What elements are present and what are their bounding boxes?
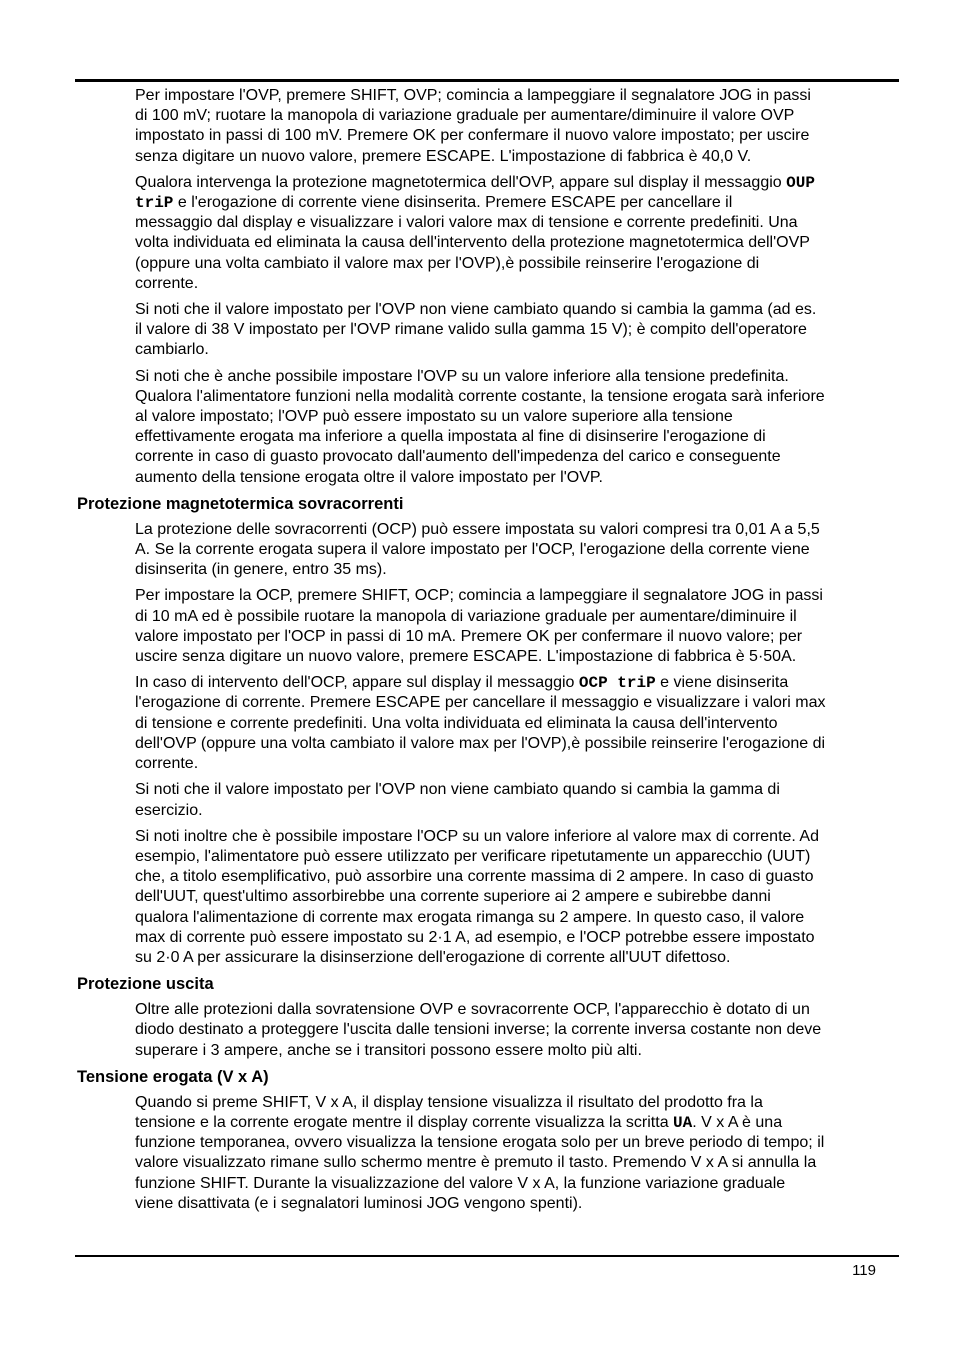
text: Per impostare la OCP, premere SHIFT, OCP; comincia a lampeggiare il segnalatore JOG in passi di 10 mA ed è possibile ruotare la manopola di variazione graduale per aumentare/diminuire il valore impostato per l'OCP in passi di 10 mA. Premere OK per confermare il nuovo valore; per uscire senza digitare un nuovo valore, premere ESCAPE. L'impostazione di fabbrica è 5·50A. (135, 587, 823, 666)
display-message: OUP triP (135, 173, 815, 213)
text: Quando si preme SHIFT, V x A, il display tensione visualizza il risultato del prodotto fra la tensione e la corrente erogate mentre il display corrente visualizza la scritta (135, 1093, 763, 1131)
text: Si noti inoltre che è possibile impostare l'OCP su un valore inferiore al valore max di corrente. Ad esempio, l'alimentatore può essere utilizzato per verificare ripetutamente un apparecchio (UUT) che, a titolo esemplificativo, può assorbire una corrente massima di 2 ampere. In caso di guasto dell'UUT, quest'ultimo assorbirebbe una corrente superiore ai 2 ampere e subirebbe danni qualora l'alimentazione di corrente max erogata rimanga su 2 ampere. In questo caso, il valore max di corrente può essere impostato su 2·1 A, ad esempio, e l'OCP potrebbe essere impostato su 2·0 A per assicurare la disinserzione dell'erogazione di corrente all'UUT difettoso. (135, 827, 819, 966)
header-rule (75, 79, 899, 82)
text: Qualora intervenga la protezione magnetotermica dell'OVP, appare sul display il messaggio (135, 173, 787, 191)
paragraph (135, 780, 905, 820)
paragraph (135, 1000, 905, 1061)
paragraph (135, 173, 905, 294)
text: Per impostare l'OVP, premere SHIFT, OVP; comincia a lampeggiare il segnalatore JOG in passi di 100 mV; ruotare la manopola di variazione graduale per aumentare/diminuire il valore OVP impostato in passi di 100 mV. Premere OK per confermare il nuovo valore impostato; per uscire senza digitare un nuovo valore, premere ESCAPE. L'impostazione di fabbrica è 40,0 V. (135, 87, 811, 165)
paragraph (135, 367, 905, 488)
section-heading: Tensione erogata (V x A) (77, 1067, 269, 1086)
text: Si noti che il valore impostato per l'OVP non viene cambiato quando si cambia la gamma di esercizio. (135, 781, 780, 819)
display-message: UA (673, 1113, 693, 1132)
section-heading: Protezione uscita (77, 975, 214, 994)
footer-rule (75, 1255, 899, 1257)
paragraph (135, 827, 905, 968)
section-heading: Protezione magnetotermica sovracorrenti (77, 494, 404, 513)
page-number: 119 (852, 1262, 876, 1279)
text: Oltre alle protezioni dalla sovratensione OVP e sovracorrente OCP, l'apparecchio è dotato di un diodo destinato a proteggere l'uscita dalle tensioni inverse; la corrente inversa costante non deve superare i 3 ampere, anche se i transitori possono essere molto più alti. (135, 1001, 822, 1059)
text: e l'erogazione di corrente viene disinserita. Premere ESCAPE per cancellare il messaggio dal display e visualizzare i valori valore max di tensione e corrente predefiniti. Una volta individuata ed eliminata la causa dell'intervento della protezione magnetotermica dell'OVP (oppure una volta cambiato il valore max per l'OVP),è possibile reinserire l'erogazione di corrente. (135, 194, 810, 292)
paragraph (135, 586, 905, 667)
text: Si noti che il valore impostato per l'OVP non viene cambiato quando si cambia la gamma (ad es. il valore di 38 V impostato per l'OVP rimane valido sulla gamma 15 V); è compito dell'operatore cambiarlo. (135, 301, 817, 359)
paragraph (135, 86, 905, 167)
text: Si noti che è anche possibile impostare l'OVP su un valore inferiore alla tensione predefinita. Qualora l'alimentatore funzioni nella modalità corrente costante, la tensione erogata sarà inferiore al valore impostato; l'OVP può essere impostato su un valore superiore alla tensione effettivamente erogata ma inferiore a quella impostata al fine di disinserire l'erogazione di corrente in caso di guasto provocato dall'aumento dell'impedenza del carico e conseguente aumento della tensione erogata oltre il valore impostato per l'OVP. (135, 367, 825, 486)
display-message: OCP triP (578, 674, 656, 693)
paragraph (135, 300, 905, 361)
page-content (0, 86, 954, 1220)
paragraph (135, 1093, 905, 1214)
text: In caso di intervento dell'OCP, appare sul display il messaggio (135, 674, 579, 692)
text: . V x A è una funzione temporanea, ovvero visualizza la tensione erogata solo per un breve periodo di tempo; il valore visualizzato rimane sullo schermo mentre è premuto il tasto. Premendo V x A si annulla la funzione SHIFT. Durante la visualizzazione del valore V x A, la funzione variazione graduale viene disattivata (e i segnalatori luminosi JOG vengono spenti). (135, 1113, 825, 1212)
paragraph (135, 673, 905, 774)
text: La protezione delle sovracorrenti (OCP) può essere impostata su valori compresi tra 0,01 A a 5,5 A. Se la corrente erogata supera il valore impostato per l'OCP, l'erogazione della corrente viene disinserita (in genere, entro 35 ms). (135, 520, 820, 579)
paragraph (135, 520, 905, 581)
text: e viene disinserita l'erogazione di corrente. Premere ESCAPE per cancellare il messaggio e visualizzare i valori max di tensione e corrente predefiniti. Una volta individuata ed eliminata la causa dell'intervento dell'OVP (oppure una volta cambiato il valore max per l'OVP),è possibile reinserire l'erogazione di corrente. (135, 674, 826, 773)
